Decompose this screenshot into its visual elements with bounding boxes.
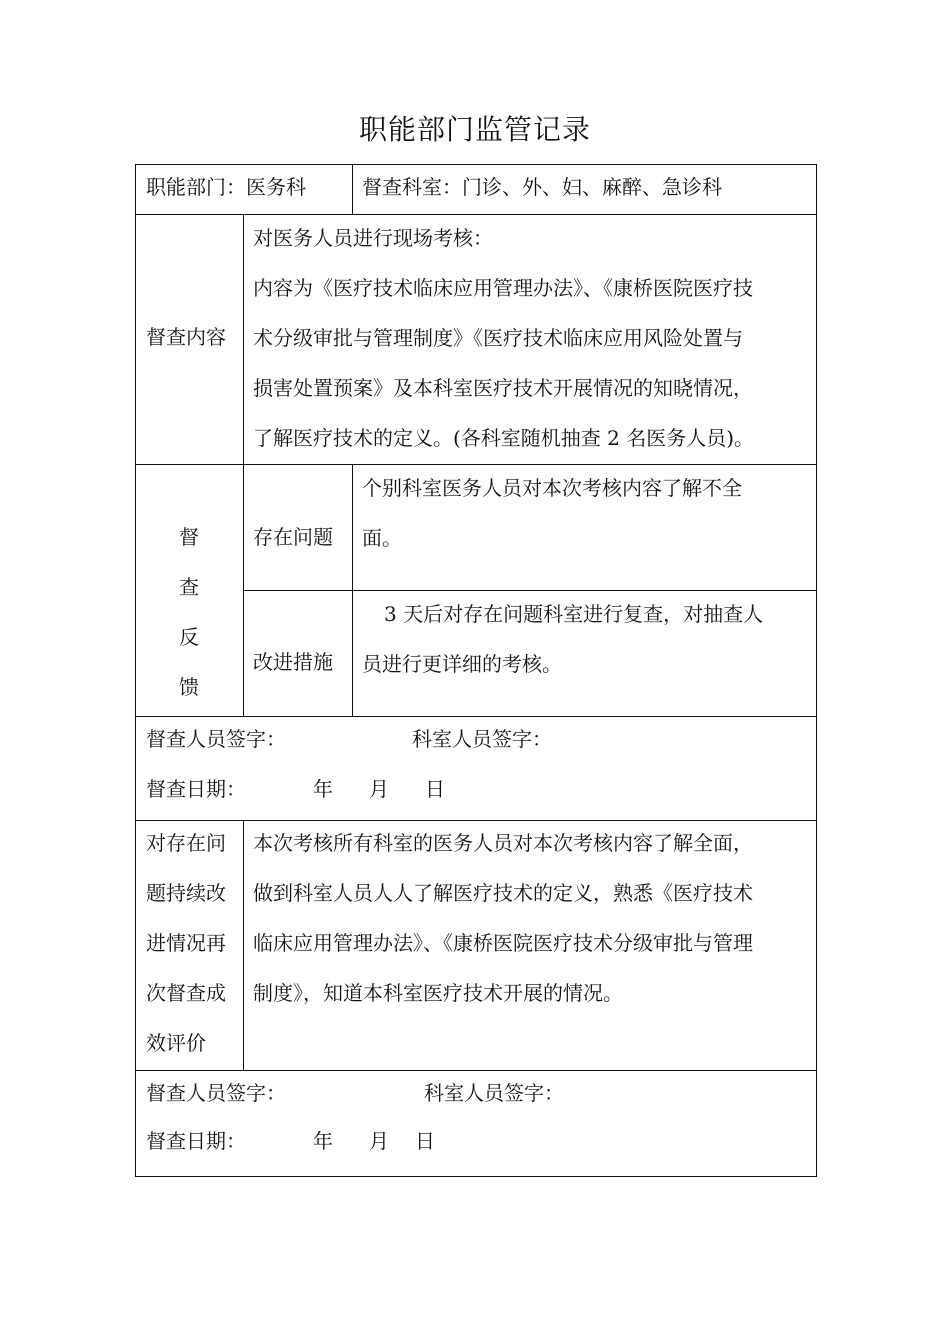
date-month: 月 [369,1129,389,1153]
inspector-signature-label: 督查人员签字： [146,727,286,751]
feedback-label-char: 督 [179,525,199,549]
problem-label: 存在问题 [253,525,333,549]
table-border-bottom [135,1176,817,1177]
date-day: 日 [415,1129,435,1153]
table-rule [243,214,244,716]
table-rule [352,164,353,214]
content-label: 督查内容 [146,325,226,349]
evaluation-line: 临床应用管理办法》、《康桥医院医疗技术分级审批与管理 [253,931,753,955]
evaluation-label-line: 进情况再 [146,931,226,955]
date-month: 月 [369,777,389,801]
table-border-left [135,164,136,1176]
measure-label: 改进措施 [253,650,333,674]
table-rule [352,464,353,716]
inspected-departments-field: 督查科室：门诊、外、妇、麻醉、急诊科 [362,175,722,199]
inspection-date-label: 督查日期： [146,777,246,801]
inspector-signature-label: 督查人员签字： [146,1081,286,1105]
dept-staff-signature-label: 科室人员签字： [424,1081,564,1105]
evaluation-line: 制度》，知道本科室医疗技术开展的情况。 [253,981,623,1005]
measure-line: 员进行更详细的考核。 [362,652,562,676]
evaluation-line: 本次考核所有科室的医务人员对本次考核内容了解全面， [253,831,753,855]
table-rule [243,820,244,1070]
feedback-label-char: 反 [179,625,199,649]
date-year: 年 [313,1129,333,1153]
page-title: 职能部门监管记录 [358,113,591,146]
evaluation-line: 做到科室人员人人了解医疗技术的定义，熟悉《医疗技术 [253,881,753,905]
date-day: 日 [425,777,445,801]
content-line: 内容为《医疗技术临床应用管理办法》、《康桥医院医疗技 [253,276,753,300]
evaluation-label-line: 题持续改 [146,881,226,905]
dept-staff-signature-label: 科室人员签字： [412,727,552,751]
measure-line: 3 天后对存在问题科室进行复查，对抽查人 [384,602,764,626]
evaluation-label-line: 对存在问 [146,831,226,855]
evaluation-label-line: 次督查成 [146,981,226,1005]
content-line: 了解医疗技术的定义。(各科室随机抽查 2 名医务人员)。 [253,426,755,450]
problem-line: 面。 [362,526,402,550]
feedback-label-char: 查 [179,575,199,599]
date-year: 年 [313,777,333,801]
evaluation-label-line: 效评价 [146,1031,206,1055]
content-line: 对医务人员进行现场考核： [253,226,493,250]
table-border-right [816,164,817,1176]
department-field: 职能部门：医务科 [146,175,306,199]
feedback-label-char: 馈 [179,675,199,699]
content-line: 术分级审批与管理制度》《医疗技术临床应用风险处置与 [253,326,743,350]
problem-line: 个别科室医务人员对本次考核内容了解不全 [362,476,742,500]
content-line: 损害处置预案》及本科室医疗技术开展情况的知晓情况， [253,376,753,400]
inspection-date-label: 督查日期： [146,1129,246,1153]
